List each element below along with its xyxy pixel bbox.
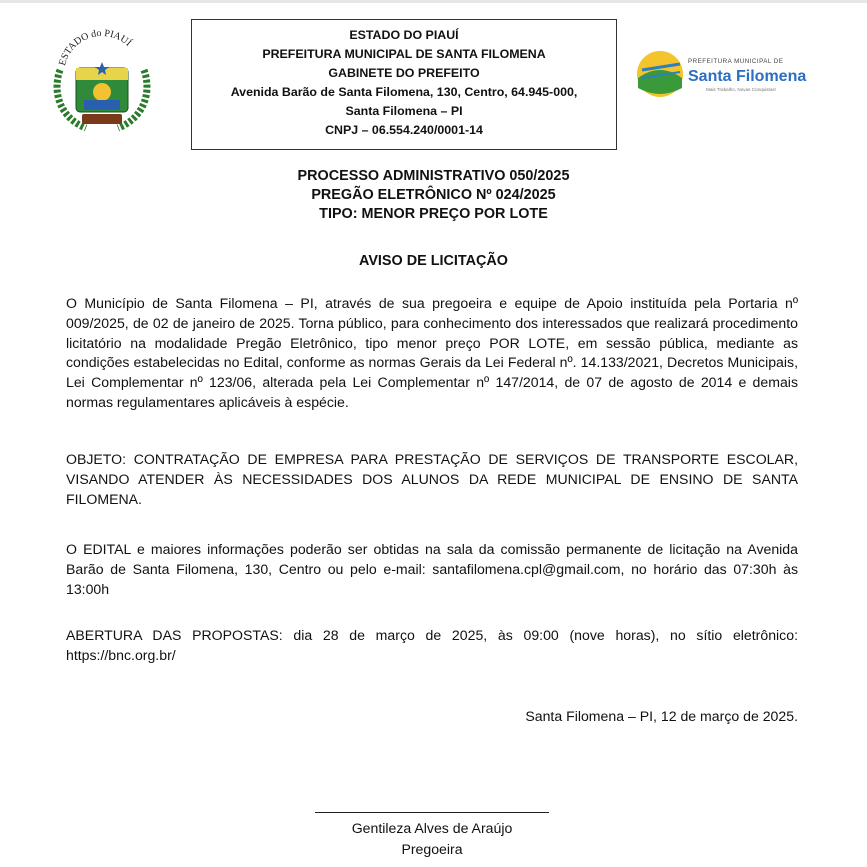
object-paragraph: OBJETO: CONTRATAÇÃO DE EMPRESA PARA PRESTAÇÃO DE SERVIÇOS DE TRANSPORTE ESCOLAR, VISANDO ATENDER ÀS NECESSIDADES DOS ALUNOS DA REDE MUNICIPAL DE ENSINO DE SANTA FILOMENA.	[66, 451, 798, 507]
svg-text:ESTADO do PIAUÍ	[57, 28, 135, 67]
municipal-logo-icon	[636, 48, 816, 100]
header-line-state: ESTADO DO PIAUÍ	[349, 28, 459, 42]
signature-block	[0, 818, 864, 860]
opening-paragraph: ABERTURA DAS PROPOSTAS: dia 28 de março de 2025, às 09:00 (nove horas), no sítio eletrônico: https://bnc.org.br/	[66, 627, 798, 663]
signature-line	[315, 812, 549, 813]
signer-name: Gentileza Alves de Araújo	[351, 820, 513, 836]
tender-type: TIPO: MENOR PREÇO POR LOTE	[319, 206, 548, 222]
header-box	[191, 19, 617, 150]
date-line: Santa Filomena – PI, 12 de março de 2025.	[525, 708, 798, 724]
edital-paragraph: O EDITAL e maiores informações poderão ser obtidas na sala da comissão permanente de licitação na Avenida Barão de Santa Filomena, 130, Centro ou pelo e-mail: santafilomena.cpl@gmail.com, no horário das 07:30h às 13:00h	[66, 541, 798, 597]
header-line-address: Avenida Barão de Santa Filomena, 130, Centro, 64.945-000,	[230, 85, 578, 99]
logo-top-text: PREFEITURA MUNICIPAL DE	[688, 58, 784, 65]
logo-slogan: Mais Trabalho, Novas Conquistas!	[706, 87, 776, 92]
header-line-cnpj: CNPJ – 06.554.240/0001-14	[325, 123, 483, 137]
signer-role: Pregoeira	[401, 841, 463, 857]
state-seal-icon	[46, 22, 158, 134]
process-number: PROCESSO ADMINISTRATIVO 050/2025	[297, 168, 570, 184]
logo-name: Santa Filomena	[688, 68, 807, 85]
header-line-city: Santa Filomena – PI	[345, 104, 463, 118]
intro-paragraph: O Município de Santa Filomena – PI, através de sua pregoeira e equipe de Apoio instituída pela Portaria nº 009/2025, de 02 de janeiro de 2025. Torna público, para conhecimento dos interessados que realizará procedimento licitatório na modalidade Pregão Eletrônico, tipo menor preço POR LOTE, em sessão pública, mediante as condições estabelecidas no Edital, conforme as normas Gerais da Lei Federal nº. 14.133/2021, Decretos Municipais, Lei Complementar nº 123/06, alterada pela Lei Complementar nº 147/2014, de 07 de agosto de 2014 e demais normas regulamentares aplicáveis à espécie.	[66, 295, 798, 410]
process-titles	[0, 167, 867, 224]
page-top-border	[0, 0, 867, 3]
notice-title: AVISO DE LICITAÇÃO	[359, 253, 508, 269]
header-line-prefeitura: PREFEITURA MUNICIPAL DE SANTA FILOMENA	[262, 47, 546, 61]
pregao-number: PREGÃO ELETRÔNICO Nº 024/2025	[311, 187, 556, 203]
seal-text: ESTADO do PIAUÍ	[57, 27, 134, 67]
header-line-gabinete: GABINETE DO PREFEITO	[328, 66, 480, 80]
